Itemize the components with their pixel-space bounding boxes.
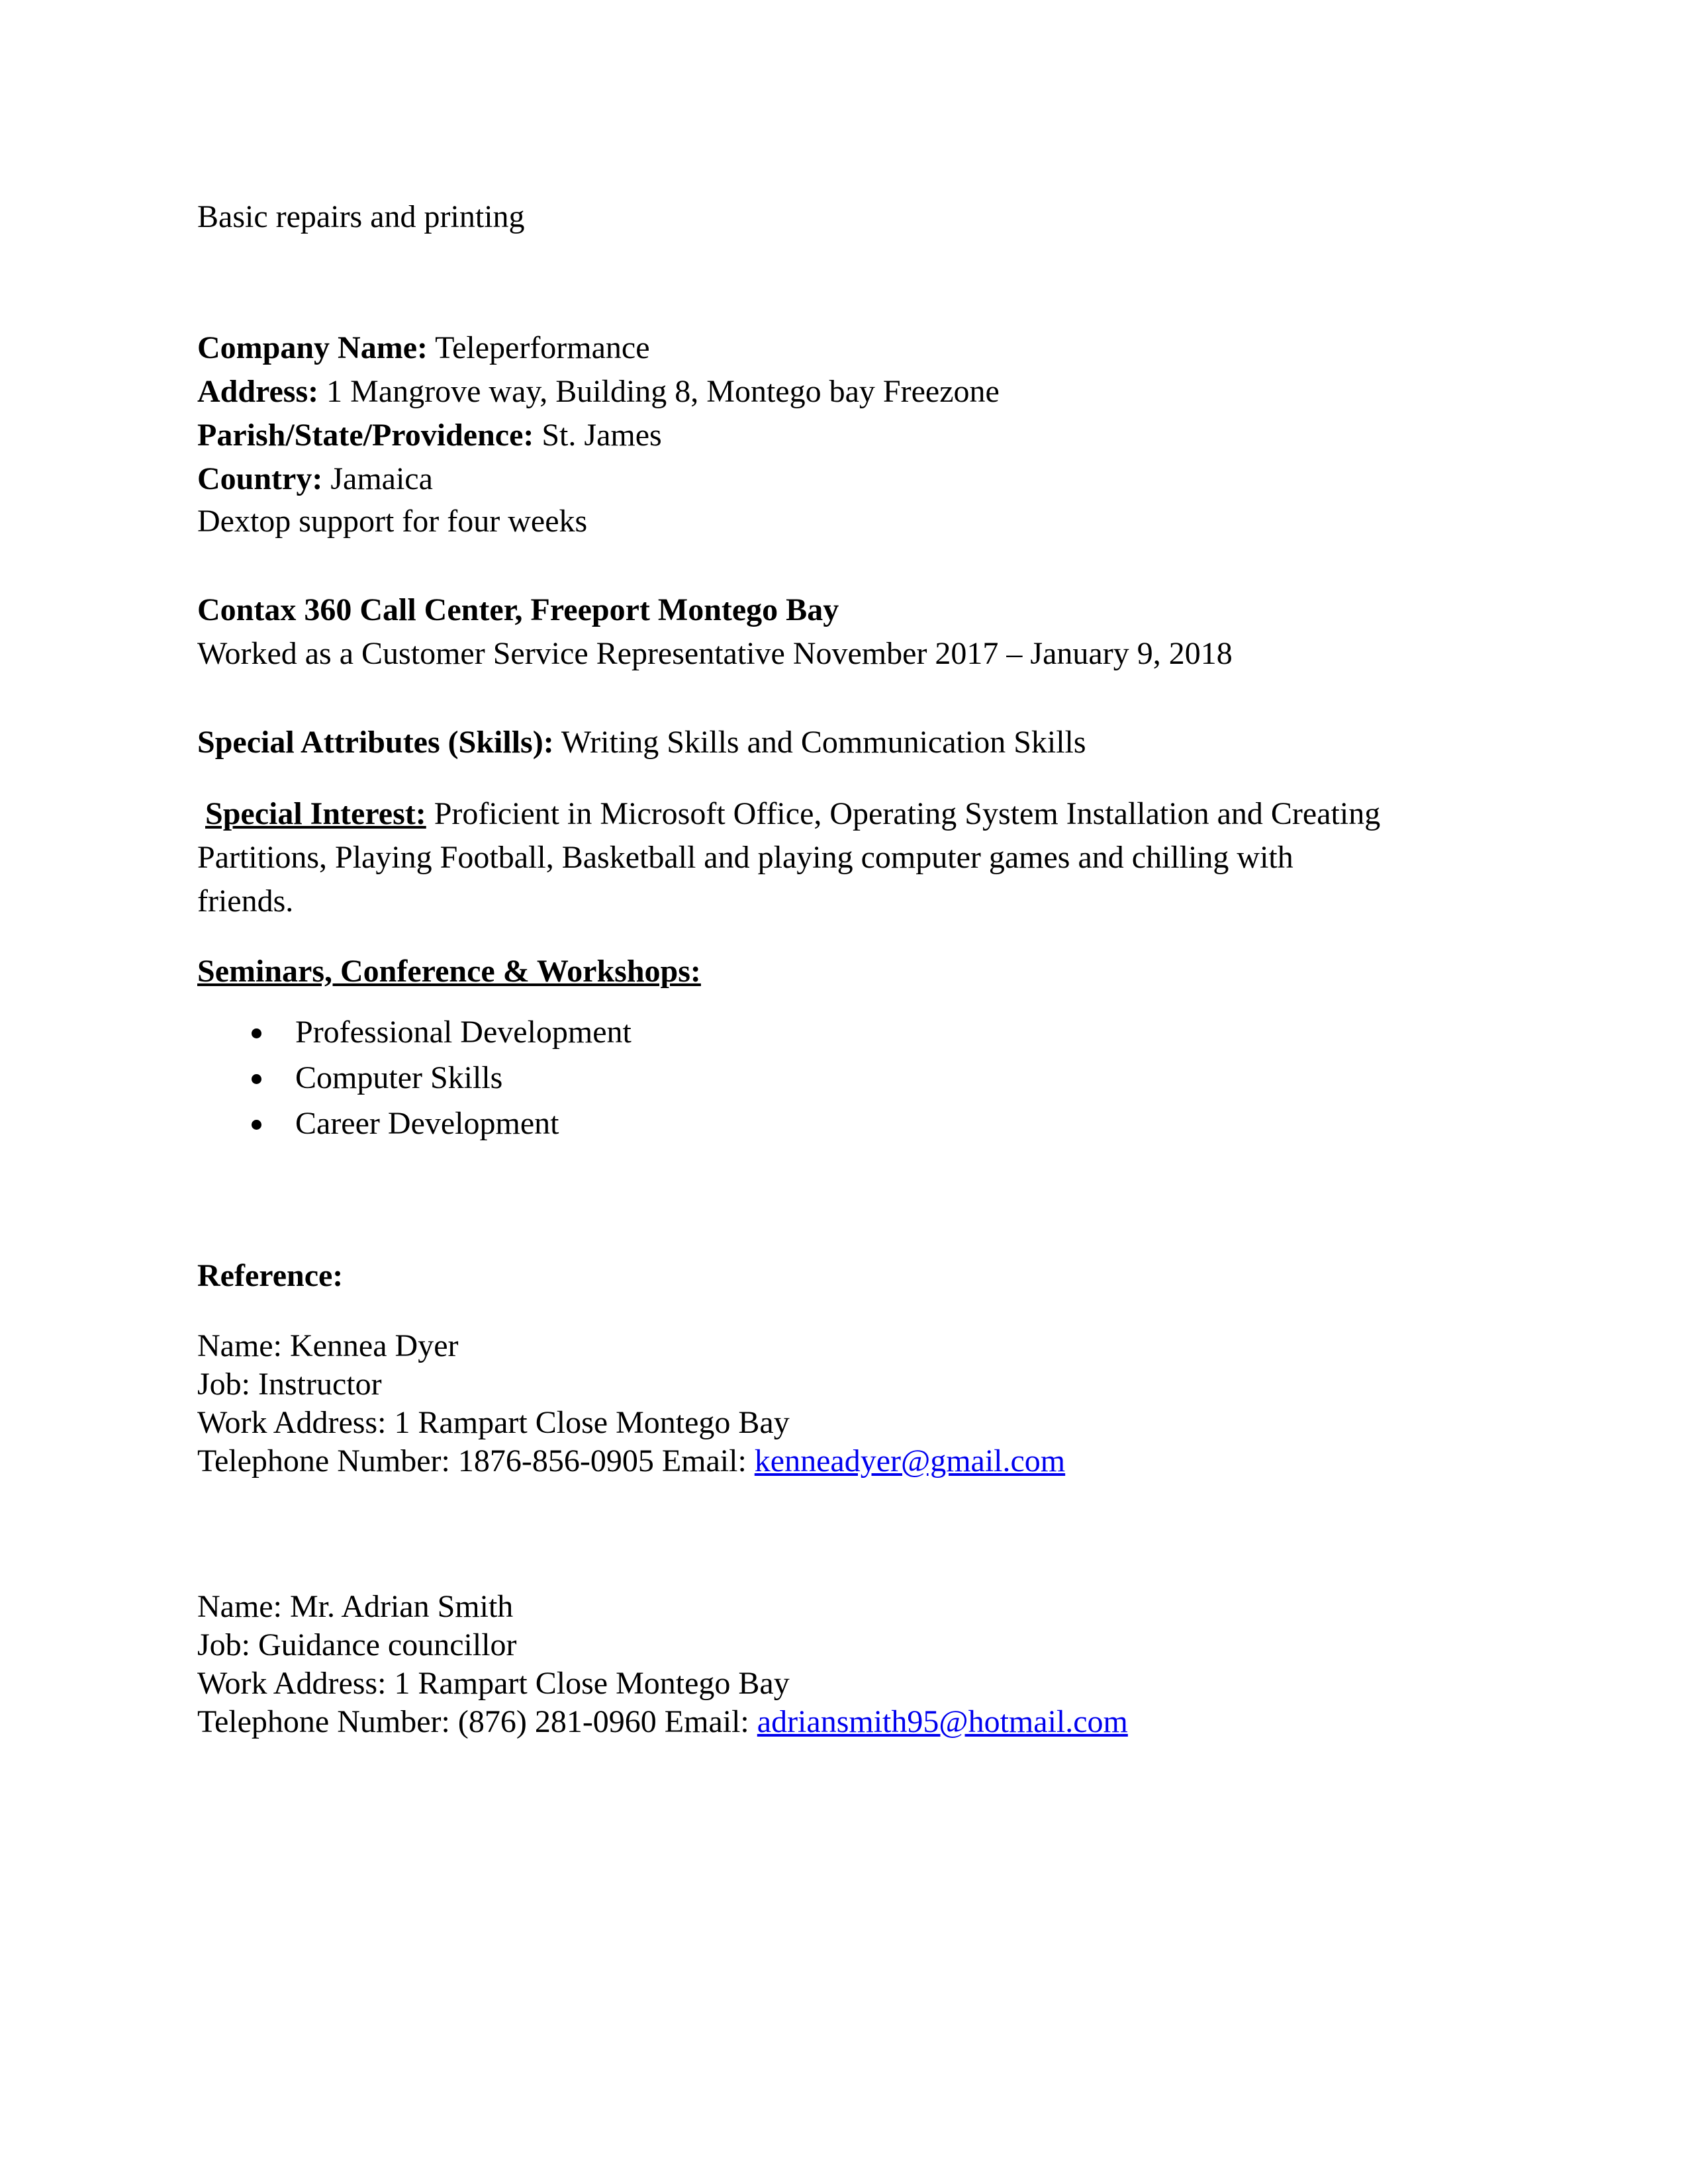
reference-heading: Reference:	[197, 1258, 344, 1293]
address-value: 1 Mangrove way, Building 8, Montego bay Freezone	[318, 374, 1000, 409]
list-item-text: Career Development	[295, 1106, 559, 1141]
seminars-heading: Seminars, Conference & Workshops:	[197, 954, 701, 989]
address-line	[197, 372, 1000, 412]
reference-2-email-link[interactable]: adriansmith95@hotmail.com	[757, 1704, 1128, 1739]
country-value: Jamaica	[322, 461, 433, 496]
bullet-icon	[252, 1074, 261, 1084]
special-interest-text-1: Proficient in Microsoft Office, Operating System Installation and Creating	[426, 796, 1381, 831]
reference-1-job: Job: Instructor	[197, 1367, 382, 1402]
special-attributes-label: Special Attributes (Skills):	[197, 725, 554, 760]
special-interest-line-2: Partitions, Playing Football, Basketball and playing computer games and chilling with	[197, 840, 1293, 875]
parish-label: Parish/State/Providence:	[197, 418, 534, 453]
employment-2-description: Worked as a Customer Service Representative November 2017 – January 9, 2018	[197, 636, 1233, 671]
reference-2-job: Job: Guidance councillor	[197, 1627, 517, 1662]
bullet-icon	[252, 1120, 261, 1130]
list-item-text: Professional Development	[295, 1015, 632, 1050]
special-attributes-value: Writing Skills and Communication Skills	[553, 725, 1086, 760]
special-interest-line-1	[205, 794, 1380, 834]
country-label: Country:	[197, 461, 323, 496]
list-item-text: Computer Skills	[295, 1060, 503, 1095]
reference-2-contact	[197, 1702, 1128, 1742]
address-label: Address:	[197, 374, 319, 409]
country-line	[197, 459, 433, 499]
employment-1-description: Dextop support for four weeks	[197, 504, 588, 539]
reference-1-phone: Telephone Number: 1876-856-0905 Email:	[197, 1443, 755, 1479]
special-interest-line-3: friends.	[197, 884, 294, 919]
company-name-value: Teleperformance	[427, 330, 650, 365]
company-name-label: Company Name:	[197, 330, 428, 365]
reference-2-name: Name: Mr. Adrian Smith	[197, 1589, 514, 1624]
reference-1-work-address: Work Address: 1 Rampart Close Montego Bay	[197, 1405, 790, 1440]
employment-2-heading: Contax 360 Call Center, Freeport Montego Bay	[197, 592, 839, 627]
reference-1-name: Name: Kennea Dyer	[197, 1328, 459, 1363]
reference-1-email-link[interactable]: kenneadyer@gmail.com	[754, 1443, 1066, 1479]
parish-line	[197, 416, 662, 455]
reference-2-phone: Telephone Number: (876) 281-0960 Email:	[197, 1704, 757, 1739]
special-interest-label: Special Interest:	[205, 796, 426, 831]
reference-1-contact	[197, 1441, 1065, 1481]
company-name-line	[197, 328, 650, 368]
parish-value: St. James	[534, 418, 662, 453]
special-attributes-line	[197, 723, 1086, 762]
bullet-icon	[252, 1028, 261, 1038]
header-text: Basic repairs and printing	[197, 199, 525, 234]
reference-2-work-address: Work Address: 1 Rampart Close Montego Bay	[197, 1666, 790, 1701]
